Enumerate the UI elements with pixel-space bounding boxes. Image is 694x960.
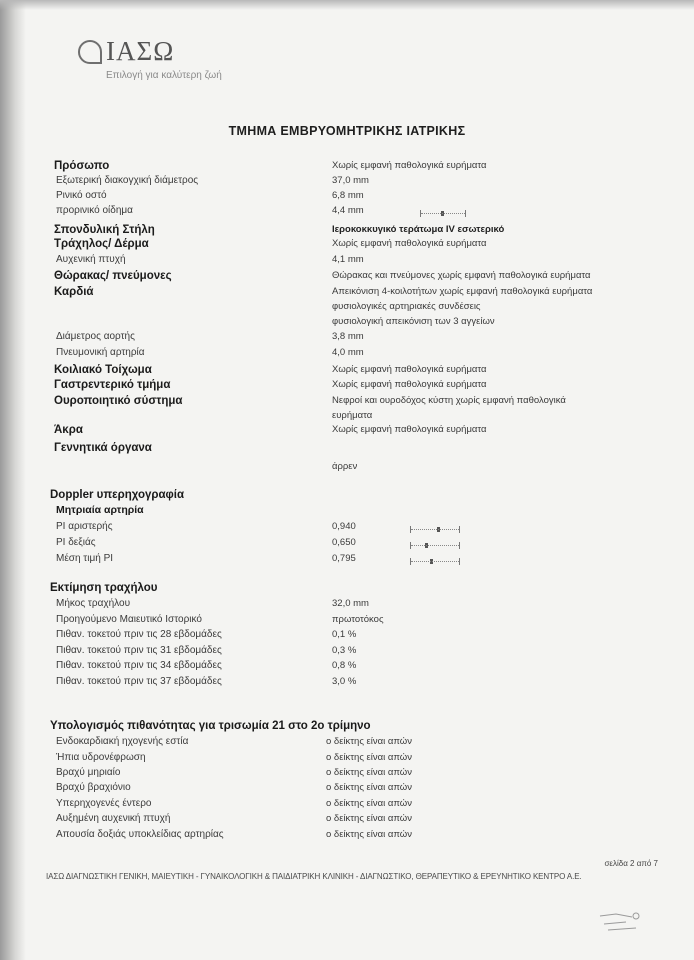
cervix-row [50, 645, 670, 660]
doppler-subtitle: Μητριαία αρτηρία [56, 504, 144, 516]
cervix-label: Μήκος τραχήλου [56, 598, 131, 609]
anatomy-value: Χωρίς εμφανή παθολογικά ευρήματα [332, 424, 487, 435]
range-indicator [420, 210, 466, 217]
anatomy-row [50, 461, 670, 476]
pi-range-indicator [410, 542, 460, 549]
pi-range-indicator [410, 558, 460, 565]
page-number: σελίδα 2 από 7 [604, 859, 658, 868]
doppler-value: 0,795 [332, 553, 356, 564]
anatomy-row [50, 175, 670, 190]
anatomy-label: Εξωτερική διακογχική διάμετρος [56, 175, 199, 186]
trisomy-title: Υπολογισμός πιθανότητας για τρισωμία 21 στο 2ο τρίμηνο [50, 720, 371, 732]
anatomy-value: Νεφροί και ουροδόχος κύστη χωρίς εμφανή παθολογικά [332, 395, 566, 406]
cervix-title: Εκτίμηση τραχήλου [50, 582, 158, 594]
trisomy-value: ο δείκτης είναι απών [326, 736, 412, 747]
cervix-value: 0,8 % [332, 660, 357, 671]
cervix-label: Πιθαν. τοκετού πριν τις 28 εβδομάδες [56, 629, 222, 640]
cervix-label: Πιθαν. τοκετού πριν τις 31 εβδομάδες [56, 645, 222, 656]
anatomy-value: Χωρίς εμφανή παθολογικά ευρήματα [332, 160, 487, 171]
cervix-row [50, 676, 670, 691]
cervix-row [50, 660, 670, 675]
anatomy-label: Άκρα [54, 424, 83, 436]
anatomy-value: 4,4 mm [332, 205, 364, 216]
anatomy-row-continuation [50, 301, 670, 316]
trisomy-value: ο δείκτης είναι απών [326, 782, 412, 793]
anatomy-row [50, 395, 670, 410]
anatomy-row [50, 224, 670, 239]
logo-brand: ΙΑΣΩ [106, 36, 175, 66]
trisomy-row [50, 798, 670, 813]
doppler-row [50, 537, 670, 552]
anatomy-value-extra: φυσιολογικές αρτηριακές συνδέσεις [332, 301, 481, 312]
doppler-label: PI αριστερής [56, 521, 113, 532]
pi-range-marker [425, 543, 428, 548]
cervix-label: Πιθαν. τοκετού πριν τις 34 εβδομάδες [56, 660, 222, 671]
pi-range-marker [430, 559, 433, 564]
trisomy-label: Βραχύ μηριαίο [56, 767, 121, 778]
anatomy-row [50, 238, 670, 253]
anatomy-label: Ουροποιητικό σύστημα [54, 395, 183, 407]
trisomy-value: ο δείκτης είναι απών [326, 752, 412, 763]
cervix-value: 3,0 % [332, 676, 357, 687]
cervix-value: 0,1 % [332, 629, 357, 640]
anatomy-label: Καρδιά [54, 286, 94, 298]
anatomy-row [50, 379, 670, 394]
anatomy-value: 3,8 mm [332, 331, 364, 342]
trisomy-label: Βραχύ βραχιόνιο [56, 782, 131, 793]
anatomy-value: Απεικόνιση 4-κοιλοτήτων χωρίς εμφανή παθολογικά ευρήματα [332, 286, 593, 297]
iaso-logo [78, 36, 278, 86]
pi-range-indicator [410, 526, 460, 533]
anatomy-label: Αυχενική πτυχή [56, 254, 126, 265]
doppler-row [50, 521, 670, 536]
trisomy-row [50, 829, 670, 844]
anatomy-label: Γεννητικά όργανα [54, 442, 152, 454]
doppler-value: 0,650 [332, 537, 356, 548]
doppler-row [50, 553, 670, 568]
footer-company: ΙΑΣΩ ΔΙΑΓΝΩΣΤΙΚΗ ΓΕΝΙΚΗ, ΜΑΙΕΥΤΙΚΗ - ΓΥΝΑΙΚΟΛΟΓΙΚΗ & ΠΑΙΔΙΑΤΡΙΚΗ ΚΛΙΝΙΚΗ - ΔΙΑΓΝΩΣΤΙΚΟ, ΘΕΡΑΠΕΥΤΙΚΟ & ΕΡΕΥΝΗΤΙΚΟ ΚΕΝΤΡΟ Α.Ε. [46, 872, 582, 881]
anatomy-row [50, 190, 670, 205]
anatomy-label: Γαστρεντερικό τμήμα [54, 379, 171, 391]
trisomy-value: ο δείκτης είναι απών [326, 829, 412, 840]
anatomy-row [50, 160, 670, 175]
anatomy-label: Σπονδυλική Στήλη [54, 224, 155, 236]
anatomy-row [50, 270, 670, 285]
trisomy-row [50, 736, 670, 751]
anatomy-label: Κοιλιακό Τοίχωμα [54, 364, 152, 376]
anatomy-value: άρρεν [332, 461, 358, 472]
cervix-value: 0,3 % [332, 645, 357, 656]
department-title: ΤΜΗΜΑ ΕΜΒΡΥΟΜΗΤΡΙΚΗΣ ΙΑΤΡΙΚΗΣ [228, 124, 466, 138]
anatomy-value-extra: φυσιολογική απεικόνιση των 3 αγγείων [332, 316, 495, 327]
stamp-icon [596, 908, 644, 934]
trisomy-value: ο δείκτης είναι απών [326, 798, 412, 809]
anatomy-value: 4,0 mm [332, 347, 364, 358]
doppler-label: Μέση τιμή PI [56, 553, 114, 564]
trisomy-value: ο δείκτης είναι απών [326, 767, 412, 778]
anatomy-row [50, 331, 670, 346]
anatomy-value: Ιεροκοκκυγικό τεράτωμα IV εσωτερικό [332, 224, 505, 235]
anatomy-row-continuation [50, 316, 670, 331]
trisomy-label: Αυξημένη αυχενική πτυχή [56, 813, 171, 824]
anatomy-value: Θώρακας και πνεύμονες χωρίς εμφανή παθολογικά ευρήματα [332, 270, 591, 281]
cervix-label: Πιθαν. τοκετού πριν τις 37 εβδομάδες [56, 676, 222, 687]
logo-slogan: Επιλογή για καλύτερη ζωή [106, 70, 222, 81]
cervix-label: Προηγούμενο Μαιευτικό Ιστορικό [56, 614, 202, 625]
scan-top-shadow [0, 0, 694, 10]
anatomy-value: 4,1 mm [332, 254, 364, 265]
logo-mark-icon [78, 40, 102, 64]
anatomy-label: Πνευμονική αρτηρία [56, 347, 145, 358]
trisomy-row [50, 767, 670, 782]
scan-edge-shadow [0, 0, 26, 960]
doppler-title: Doppler υπερηχογραφία [50, 489, 185, 501]
anatomy-label: Θώρακας/ πνεύμονες [54, 270, 172, 282]
cervix-row [50, 629, 670, 644]
doppler-label: PI δεξιάς [56, 537, 96, 548]
range-marker [441, 211, 444, 216]
trisomy-label: Ήπια υδρονέφρωση [56, 752, 146, 763]
cervix-value: πρωτοτόκος [332, 614, 384, 625]
anatomy-row [50, 424, 670, 439]
trisomy-row [50, 782, 670, 797]
anatomy-row [50, 286, 670, 301]
cervix-row [50, 598, 670, 613]
trisomy-label: Υπερηχογενές έντερο [56, 798, 152, 809]
anatomy-value: Χωρίς εμφανή παθολογικά ευρήματα [332, 238, 487, 249]
trisomy-label: Ενδοκαρδιακή ηχογενής εστία [56, 736, 189, 747]
anatomy-label: Πρόσωπο [54, 160, 110, 172]
anatomy-label: Ρινικό οστό [56, 190, 107, 201]
anatomy-row-continuation [50, 410, 670, 425]
anatomy-value: 6,8 mm [332, 190, 364, 201]
anatomy-value-extra: ευρήματα [332, 410, 373, 421]
anatomy-row [50, 442, 670, 457]
cervix-row [50, 614, 670, 629]
trisomy-value: ο δείκτης είναι απών [326, 813, 412, 824]
trisomy-row [50, 813, 670, 828]
pi-range-marker [437, 527, 440, 532]
trisomy-row [50, 752, 670, 767]
trisomy-label: Απουσία δοξιάς υποκλείδιας αρτηρίας [56, 829, 224, 840]
anatomy-row [50, 254, 670, 269]
anatomy-label: Διάμετρος αορτής [56, 331, 135, 342]
anatomy-row [50, 364, 670, 379]
anatomy-label: Τράχηλος/ Δέρμα [54, 238, 149, 250]
cervix-value: 32,0 mm [332, 598, 369, 609]
anatomy-label: προρινικό οίδημα [56, 205, 133, 216]
anatomy-value: 37,0 mm [332, 175, 369, 186]
anatomy-row [50, 347, 670, 362]
anatomy-value: Χωρίς εμφανή παθολογικά ευρήματα [332, 379, 487, 390]
doppler-value: 0,940 [332, 521, 356, 532]
anatomy-value: Χωρίς εμφανή παθολογικά ευρήματα [332, 364, 487, 375]
anatomy-row [50, 205, 670, 220]
